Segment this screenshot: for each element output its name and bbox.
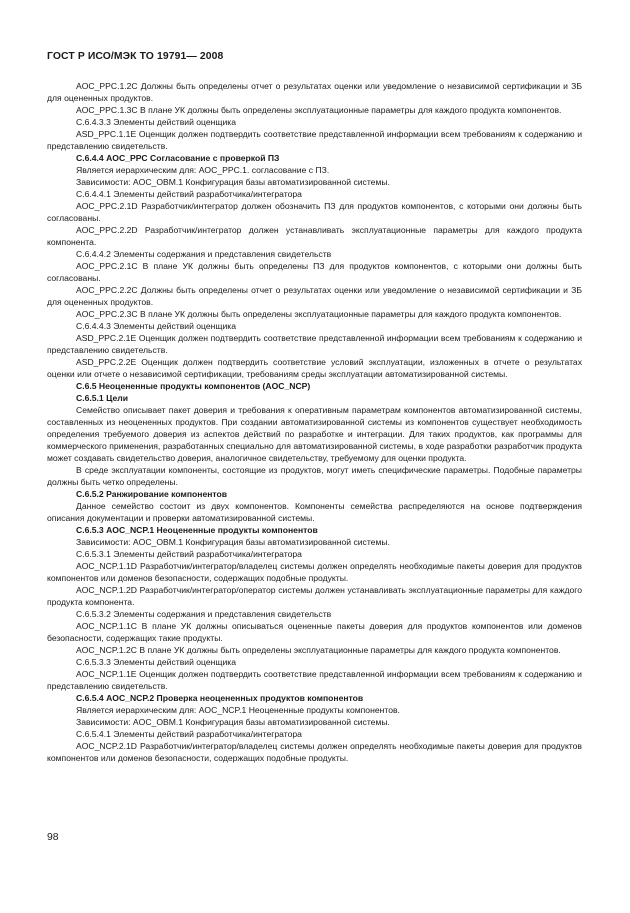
paragraph: В среде эксплуатации компоненты, состоящие из продуктов, могут иметь специфические параметры. Подобные параметры должны быть четко определены. [47, 465, 582, 487]
section-heading: С.6.4.4 AOC_PPC Согласование с проверкой ПЗ [76, 153, 280, 163]
section-heading: С.6.5.1 Цели [76, 393, 128, 403]
paragraph: AOC_PPC.1.3C В плане УК должны быть определены эксплуатационные параметры для каждого продукта компонентов. [76, 105, 562, 115]
section-heading: С.6.5.3 AOC_NCP.1 Неоцененные продукты компонентов [76, 525, 318, 535]
section-heading: С.6.5 Неоцененные продукты компонентов (AOC_NCP) [76, 381, 311, 391]
paragraph: AOC_PPC.2.2C Должны быть определены отчет о результатах оценки или уведомление о независимой сертификации и ЗБ для оцененных продуктов. [47, 285, 582, 307]
paragraph: С.6.5.4.1 Элементы действий разработчика/интегратора [76, 729, 302, 739]
paragraph: С.6.4.4.1 Элементы действий разработчика/интегратора [76, 189, 302, 199]
paragraph: ASD_PPC.2.2E Оценщик должен подтвердить соответствие условий эксплуатации, изложенных в отчете о результатах оценки или отчете о независимой сертификации, требованиям среды эксплуатации автоматизированной системы. [47, 357, 582, 379]
paragraph: AOC_PPC.2.1C В плане УК должны быть определены ПЗ для продуктов компонентов, с которыми они должны быть согласованы. [47, 261, 582, 283]
paragraph: С.6.4.4.2 Элементы содержания и представления свидетельств [76, 249, 332, 259]
paragraph: С.6.5.3.1 Элементы действий разработчика/интегратора [76, 549, 302, 559]
paragraph: AOC_NCP.1.2C В плане УК должны быть определены эксплуатационные параметры для каждого продукта компонентов. [76, 645, 561, 655]
paragraph: Является иерархическим для: AOC_PPC.1. согласование с ПЗ. [76, 165, 330, 175]
paragraph: С.6.5.3.2 Элементы содержания и представления свидетельств [76, 609, 332, 619]
section-heading: С.6.5.4 AOC_NCP.2 Проверка неоцененных продуктов компонентов [76, 693, 364, 703]
paragraph: AOC_NCP.2.1D Разработчик/интегратор/владелец системы должен определять необходимые пакеты доверия для продуктов компонентов или доменов безопасности, содержащих подобные продукты. [47, 741, 582, 763]
paragraph: AOC_NCP.1.1E Оценщик должен подтвердить соответствие представленной информации всем требованиям к содержанию и представлению свидетельств. [47, 669, 582, 691]
paragraph: С.6.4.3.3 Элементы действий оценщика [76, 117, 236, 127]
page-number: 98 [47, 832, 59, 843]
paragraph: Семейство описывает пакет доверия и требования к оперативным параметрам компонентов автоматизированной системы, составленных из неоцененных продуктов. При создании автоматизированной системы из компонентов существует необходимость определения требуемого доверия из аспектов действий по разработке и интеграции. Для таких продуктов, как программы для коммерческого применения, разработанных специально для автоматизированной системы, в ходе разработки разработчик продукта может создавать свидетельство доверия, аналогичное свидетельству, требуемому для оценки продукта. [47, 405, 582, 463]
paragraph: AOC_NCP.1.1D Разработчик/интегратор/владелец системы должен определять необходимые пакеты доверия для продуктов компонентов или доменов безопасности, содержащих подобные продукты. [47, 561, 582, 583]
paragraph: Является иерархическим для: AOC_NCP.1 Неоцененные продукты компонентов. [76, 705, 400, 715]
body-text [47, 80, 582, 764]
paragraph: ASD_PPC.2.1E Оценщик должен подтвердить соответствие представленной информации всем требованиям к содержанию и представлению свидетельств. [47, 333, 582, 355]
paragraph: С.6.5.3.3 Элементы действий оценщика [76, 657, 236, 667]
paragraph: Зависимости: AOC_OBM.1 Конфигурация базы автоматизированной системы. [76, 717, 390, 727]
paragraph: AOC_NCP.1.1C В плане УК должны описываться оцененные пакеты доверия для продуктов компонентов или доменов безопасности, содержащих такие продукты. [47, 621, 582, 643]
paragraph: Данное семейство состоит из двух компонентов. Компоненты семейства распределяются на основе подтверждения описания документации и проверки автоматизированной системы. [47, 501, 582, 523]
paragraph: AOC_PPC.1.2C Должны быть определены отчет о результатах оценки или уведомление о независимой сертификации и ЗБ для оцененных продуктов. [47, 81, 582, 103]
paragraph: С.6.4.4.3 Элементы действий оценщика [76, 321, 236, 331]
paragraph: Зависимости: AOC_OBM.1 Конфигурация базы автоматизированной системы. [76, 177, 390, 187]
document-header: ГОСТ Р ИСО/МЭК ТО 19791— 2008 [47, 51, 224, 62]
paragraph: AOC_NCP.1.2D Разработчик/интегратор/оператор системы должен устанавливать эксплуатационные параметры для каждого продукта компонента. [47, 585, 582, 607]
paragraph: AOC_PPC.2.2D Разработчик/интегратор должен устанавливать эксплуатационные параметры для каждого продукта компонента. [47, 225, 582, 247]
section-heading: С.6.5.2 Ранжирование компонентов [76, 489, 228, 499]
paragraph: AOC_PPC.2.3C В плане УК должны быть определены эксплуатационные параметры для каждого продукта компонентов. [76, 309, 562, 319]
paragraph: Зависимости: AOC_OBM.1 Конфигурация базы автоматизированной системы. [76, 537, 390, 547]
paragraph: ASD_PPC.1.1E Оценщик должен подтвердить соответствие представленной информации всем требованиям к содержанию и представлению свидетельств. [47, 129, 582, 151]
paragraph: AOC_PPC.2.1D Разработчик/интегратор должен обозначить ПЗ для продуктов компонентов, с которыми они должны быть согласованы. [47, 201, 582, 223]
